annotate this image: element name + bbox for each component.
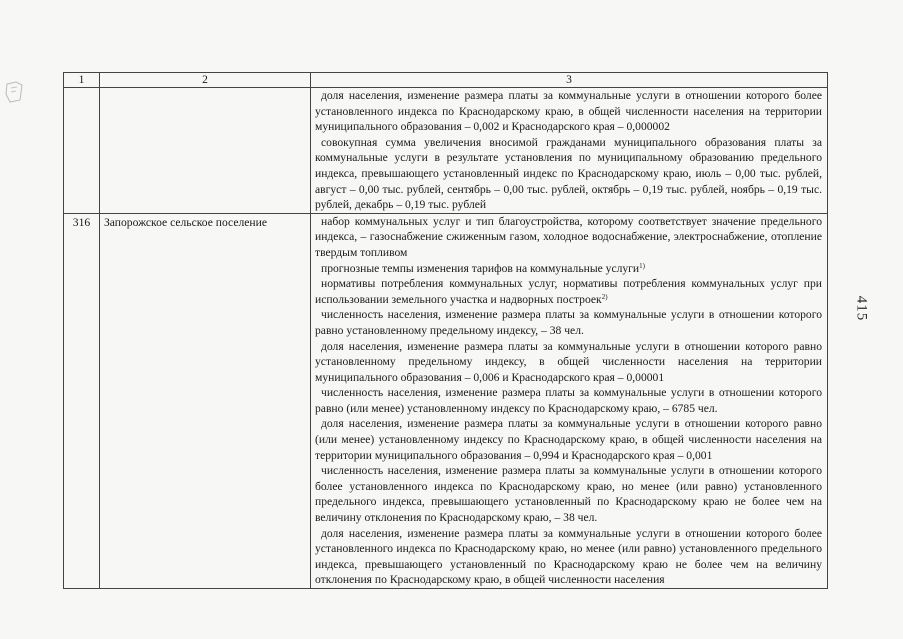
paragraph: набор коммунальных услуг и тип благоустройства, которому соответствует значение предельного индекса, – газоснабжение сжиженным газом, холодное водоснабжение, электроснабжение, отопление твердым топливом bbox=[315, 214, 822, 259]
paragraph: доля населения, изменение размера платы за коммунальные услуги в отношении которого равно (или менее) установленному индексу по Краснодарскому краю, в общей численности населения на территории муниципального образования – 0,994 и Краснодарского края – 0,001 bbox=[315, 417, 822, 462]
municipality-name: Запорожское сельское поселение bbox=[100, 213, 311, 588]
header-col-3: 3 bbox=[311, 73, 828, 88]
row-content bbox=[311, 88, 828, 214]
paragraph bbox=[315, 276, 822, 307]
header-col-1: 1 bbox=[64, 73, 100, 88]
paragraph: численность населения, изменение размера платы за коммунальные услуги в отношении которого более установленного индекса по Краснодарскому краю, но менее (или равно) установленного предельного индекса, превышающего установленный по Краснодарскому краю не более чем на величину отклонения по Краснодарскому краю, – 38 чел. bbox=[315, 464, 822, 525]
paragraph: доля населения, изменение размера платы за коммунальные услуги в отношении которого равно установленному предельному индексу, в общей численности населения на территории муниципального образования – 0,006 и Краснодарского края – 0,00001 bbox=[315, 339, 822, 384]
paragraph: доля населения, изменение размера платы за коммунальные услуги в отношении которого более установленного индекса по Краснодарскому краю, в общей численности населения на территории муниципального образования – 0,002 и Краснодарского края – 0,000002 bbox=[315, 89, 822, 134]
row-number bbox=[64, 88, 100, 214]
header-col-2: 2 bbox=[100, 73, 311, 88]
row-content bbox=[311, 213, 828, 588]
paragraph: численность населения, изменение размера платы за коммунальные услуги в отношении которого равно установленному предельному индексу, – 38 чел. bbox=[315, 308, 822, 337]
paragraph-text: нормативы потребления коммунальных услуг, нормативы потребления коммунальных услуг при использовании земельного участка и надворных построек bbox=[315, 277, 822, 306]
paragraph: численность населения, изменение размера платы за коммунальные услуги в отношении которого равно (или менее) установленному индексу по Краснодарскому краю, – 6785 чел. bbox=[315, 386, 822, 415]
table-row bbox=[64, 88, 828, 214]
table-row bbox=[64, 213, 828, 588]
footnote-marker: 2) bbox=[601, 292, 608, 301]
footnote-marker: 1) bbox=[639, 261, 645, 270]
row-number: 316 bbox=[64, 213, 100, 588]
scan-artifact-icon bbox=[4, 80, 26, 104]
page-number: 415 bbox=[853, 295, 870, 322]
municipality-name bbox=[100, 88, 311, 214]
paragraph-text: прогнозные темпы изменения тарифов на коммунальные услуги bbox=[321, 261, 640, 275]
paragraph: доля населения, изменение размера платы за коммунальные услуги в отношении которого более установленного индекса по Краснодарскому краю, но менее (или равно) установленного предельного индекса, превышающего установленный по Краснодарскому краю не более чем на величину отклонения по Краснодарскому краю, в общей численности населения bbox=[315, 526, 822, 587]
table-header-row bbox=[64, 73, 828, 88]
data-table bbox=[63, 72, 828, 589]
paragraph: совокупная сумма увеличения вносимой гражданами муниципального образования платы за коммунальные услуги в результате установления по муниципальному образованию предельного индекса, превышающего установленный индекс по Краснодарскому краю, июль – 0,00 тыс. рублей, август – 0,00 тыс. рублей, сентябрь – 0,00 тыс. рублей, октябрь – 0,19 тыс. рублей, ноябрь – 0,19 тыс. рублей, декабрь – 0,19 тыс. рублей bbox=[315, 135, 822, 212]
paragraph bbox=[315, 261, 822, 277]
